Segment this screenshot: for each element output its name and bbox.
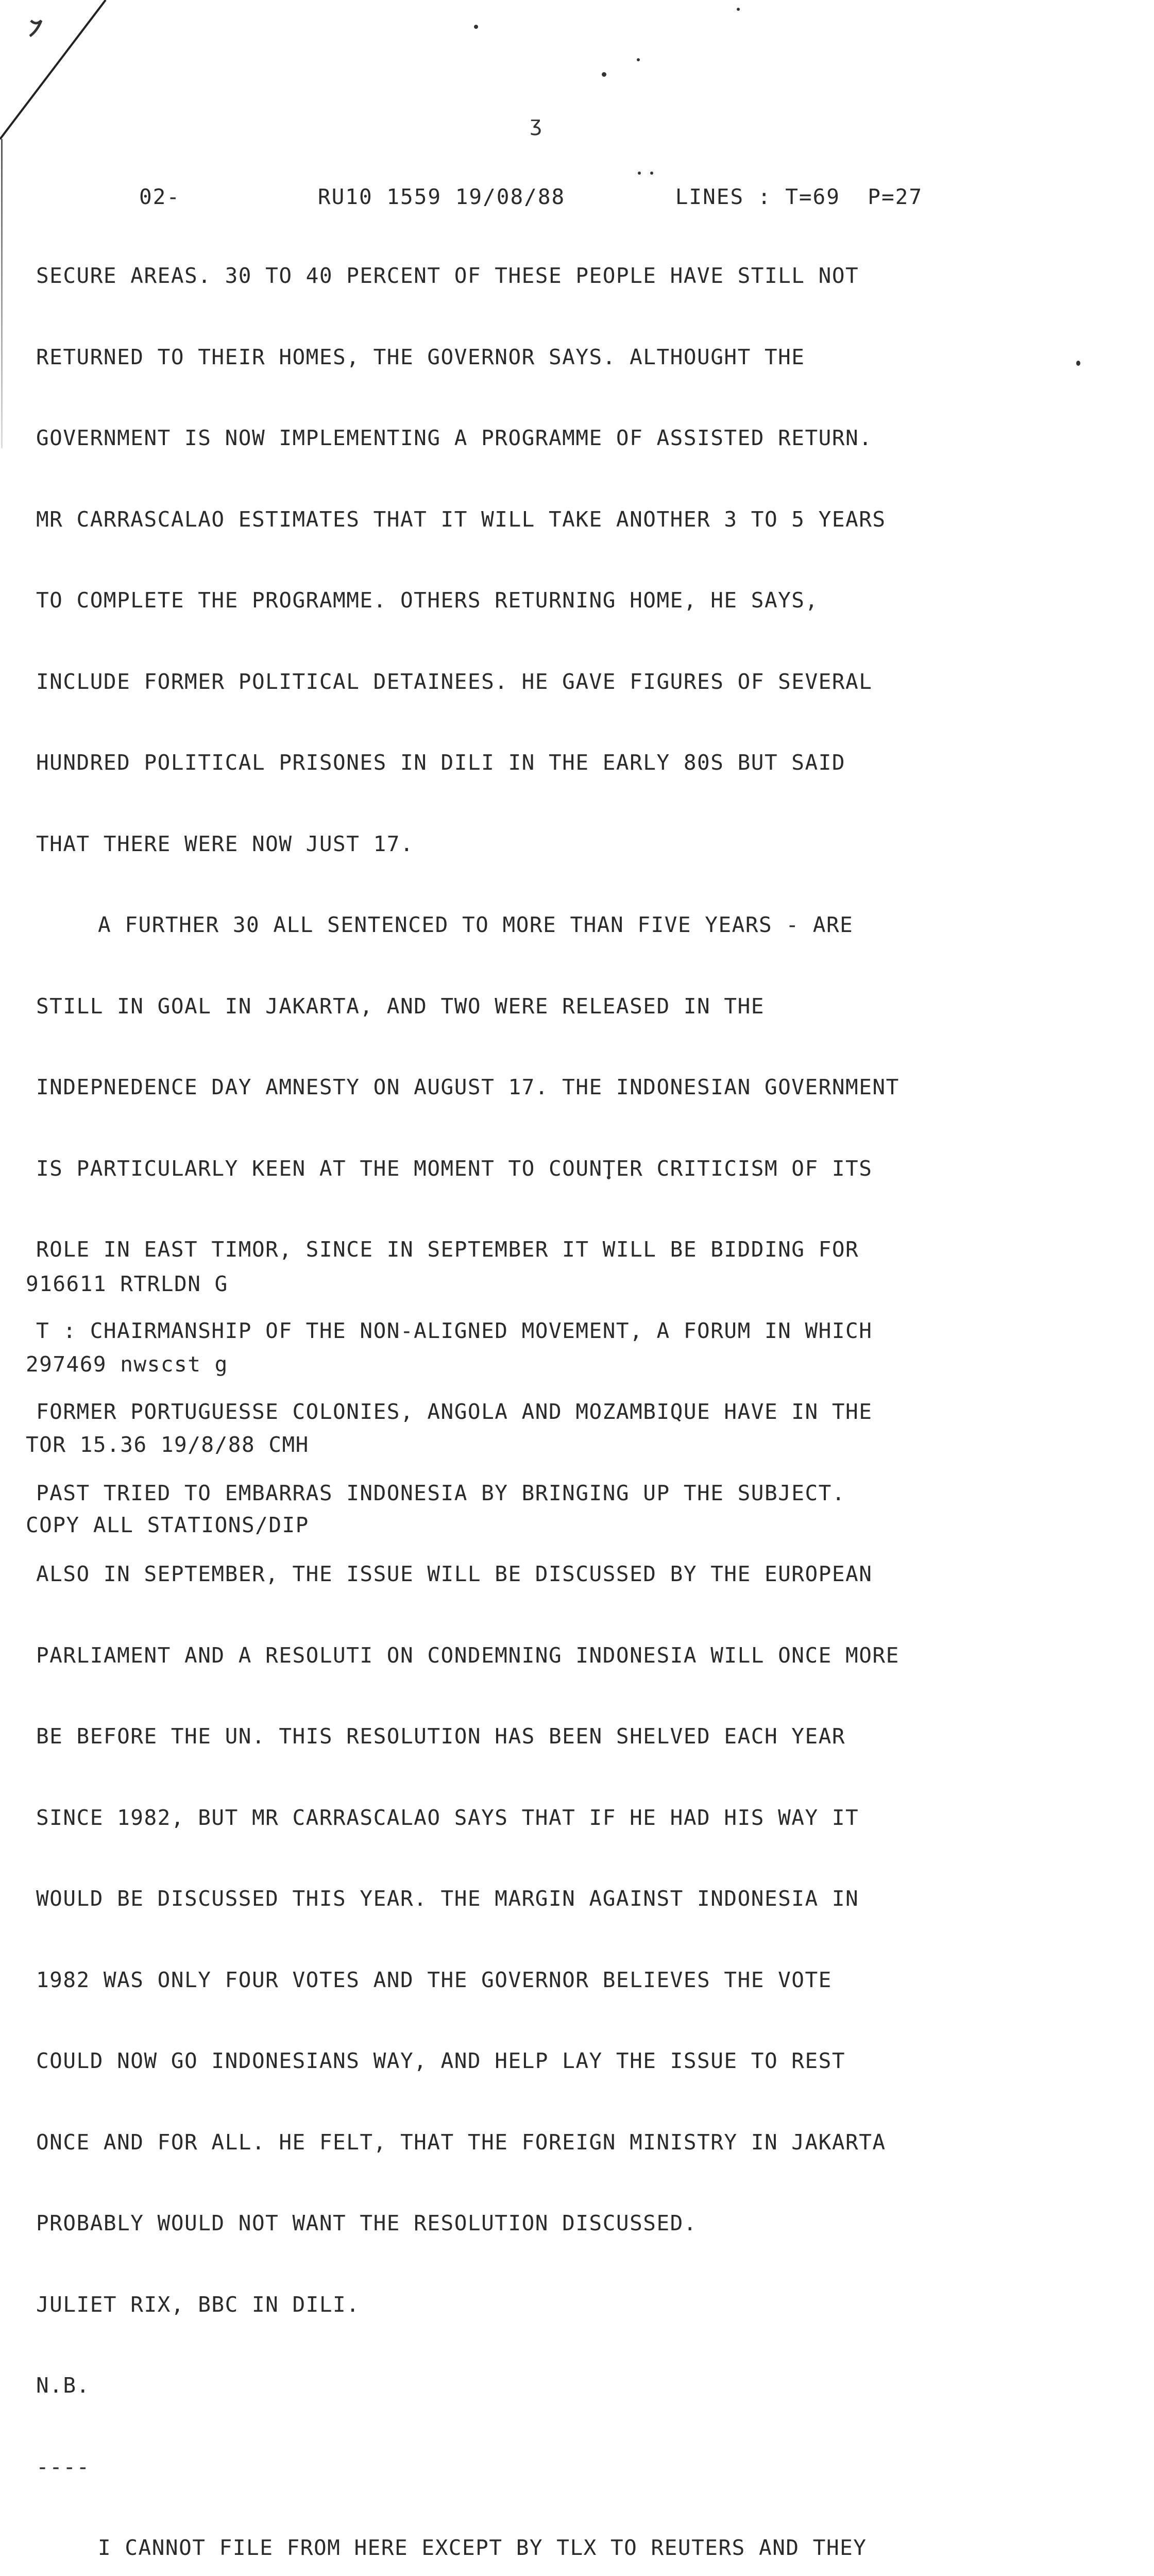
body-line: WOULD BE DISCUSSED THIS YEAR. THE MARGIN AGAINST INDONESIA IN bbox=[36, 1886, 859, 1911]
body-line: 1982 WAS ONLY FOUR VOTES AND THE GOVERNOR BELIEVES THE VOTE bbox=[36, 1967, 832, 1992]
body-line: GOVERNMENT IS NOW IMPLEMENTING A PROGRAMME OF ASSISTED RETURN. bbox=[36, 426, 873, 450]
body-line: HUNDRED POLITICAL PRISONES IN DILI IN THE EARLY 80S BUT SAID bbox=[36, 750, 846, 775]
body-line: ROLE IN EAST TIMOR, SINCE IN SEPTEMBER IT WILL BE BIDDING FOR bbox=[36, 1237, 859, 1262]
body-line: STILL IN GOAL IN JAKARTA, AND TWO WERE RELEASED IN THE bbox=[36, 993, 765, 1019]
body-line: SINCE 1982, BUT MR CARRASCALAO SAYS THAT IF HE HAD HIS WAY IT bbox=[36, 1805, 859, 1830]
left-edge-mark bbox=[1, 139, 3, 448]
body-line: MR CARRASCALAO ESTIMATES THAT IT WILL TAKE ANOTHER 3 TO 5 YEARS bbox=[36, 506, 886, 532]
body-line: PROBABLY WOULD NOT WANT THE RESOLUTION DISCUSSED. bbox=[36, 2211, 698, 2235]
body-line: INDEPNEDENCE DAY AMNESTY ON AUGUST 17. THE INDONESIAN GOVERNMENT bbox=[36, 1075, 900, 1099]
page-marker: 02- bbox=[139, 184, 181, 209]
body-line: ALSO IN SEPTEMBER, THE ISSUE WILL BE DISCUSSED BY THE EUROPEAN bbox=[36, 1562, 873, 1586]
note-marker: N.B. bbox=[36, 2373, 90, 2398]
note-divider: ---- bbox=[36, 2454, 90, 2479]
scan-speck bbox=[737, 8, 740, 11]
routing-line: 916611 RTRLDN G bbox=[26, 1272, 228, 1296]
body-line: T : CHAIRMANSHIP OF THE NON-ALIGNED MOVEMENT, A FORUM IN WHICH bbox=[36, 1318, 873, 1343]
signature-line: JULIET RIX, BBC IN DILI. bbox=[36, 2292, 360, 2317]
body-line: INCLUDE FORMER POLITICAL DETAINEES. HE GAVE FIGURES OF SEVERAL bbox=[36, 669, 873, 694]
scan-speck bbox=[638, 172, 641, 175]
routing-line: TOR 15.36 19/8/88 CMH bbox=[26, 1432, 309, 1457]
page-corner-fold-mark bbox=[0, 0, 129, 155]
scan-speck bbox=[602, 72, 606, 77]
note-line: I CANNOT FILE FROM HERE EXCEPT BY TLX TO REUTERS AND THEY bbox=[98, 2535, 867, 2560]
scan-speck bbox=[474, 25, 478, 29]
body-line: FORMER PORTUGUESSE COLONIES, ANGOLA AND MOZAMBIQUE HAVE IN THE bbox=[36, 1399, 873, 1424]
body-line: TO COMPLETE THE PROGRAMME. OTHERS RETURNING HOME, HE SAYS, bbox=[36, 588, 819, 613]
body-line: SECURE AREAS. 30 TO 40 PERCENT OF THESE PEOPLE HAVE STILL NOT bbox=[36, 263, 859, 288]
scan-speck bbox=[1076, 361, 1080, 366]
scan-speck bbox=[637, 58, 640, 61]
lines-count: LINES : T=69 P=27 bbox=[675, 184, 923, 209]
page-mark: ʒ bbox=[530, 112, 542, 136]
message-header bbox=[139, 184, 923, 209]
body-line: COULD NOW GO INDONESIANS WAY, AND HELP LAY THE ISSUE TO REST bbox=[36, 2048, 846, 2073]
body-line: THAT THERE WERE NOW JUST 17. bbox=[36, 831, 414, 856]
body-line: ONCE AND FOR ALL. HE FELT, THAT THE FOREIGN MINISTRY IN JAKARTA bbox=[36, 2129, 886, 2155]
body-line: IS PARTICULARLY KEEN AT THE MOMENT TO COUNTER CRITICISM OF ITS bbox=[36, 1156, 873, 1181]
body-line: PAST TRIED TO EMBARRAS INDONESIA BY BRINGING UP THE SUBJECT. bbox=[36, 1480, 846, 1505]
body-line: BE BEFORE THE UN. THIS RESOLUTION HAS BEEN SHELVED EACH YEAR bbox=[36, 1724, 846, 1749]
scan-speck bbox=[650, 172, 653, 175]
routing-line: 297469 nwscst g bbox=[26, 1352, 228, 1377]
body-line: A FURTHER 30 ALL SENTENCED TO MORE THAN FIVE YEARS - ARE bbox=[98, 912, 854, 937]
body-line: PARLIAMENT AND A RESOLUTI ON CONDEMNING INDONESIA WILL ONCE MORE bbox=[36, 1642, 900, 1668]
routing-footer bbox=[26, 1217, 309, 1592]
routing-line: COPY ALL STATIONS/DIP bbox=[26, 1513, 309, 1537]
message-reference: RU10 1559 19/08/88 bbox=[317, 184, 566, 209]
body-line: RETURNED TO THEIR HOMES, THE GOVERNOR SAYS. ALTHOUGHT THE bbox=[36, 344, 805, 369]
